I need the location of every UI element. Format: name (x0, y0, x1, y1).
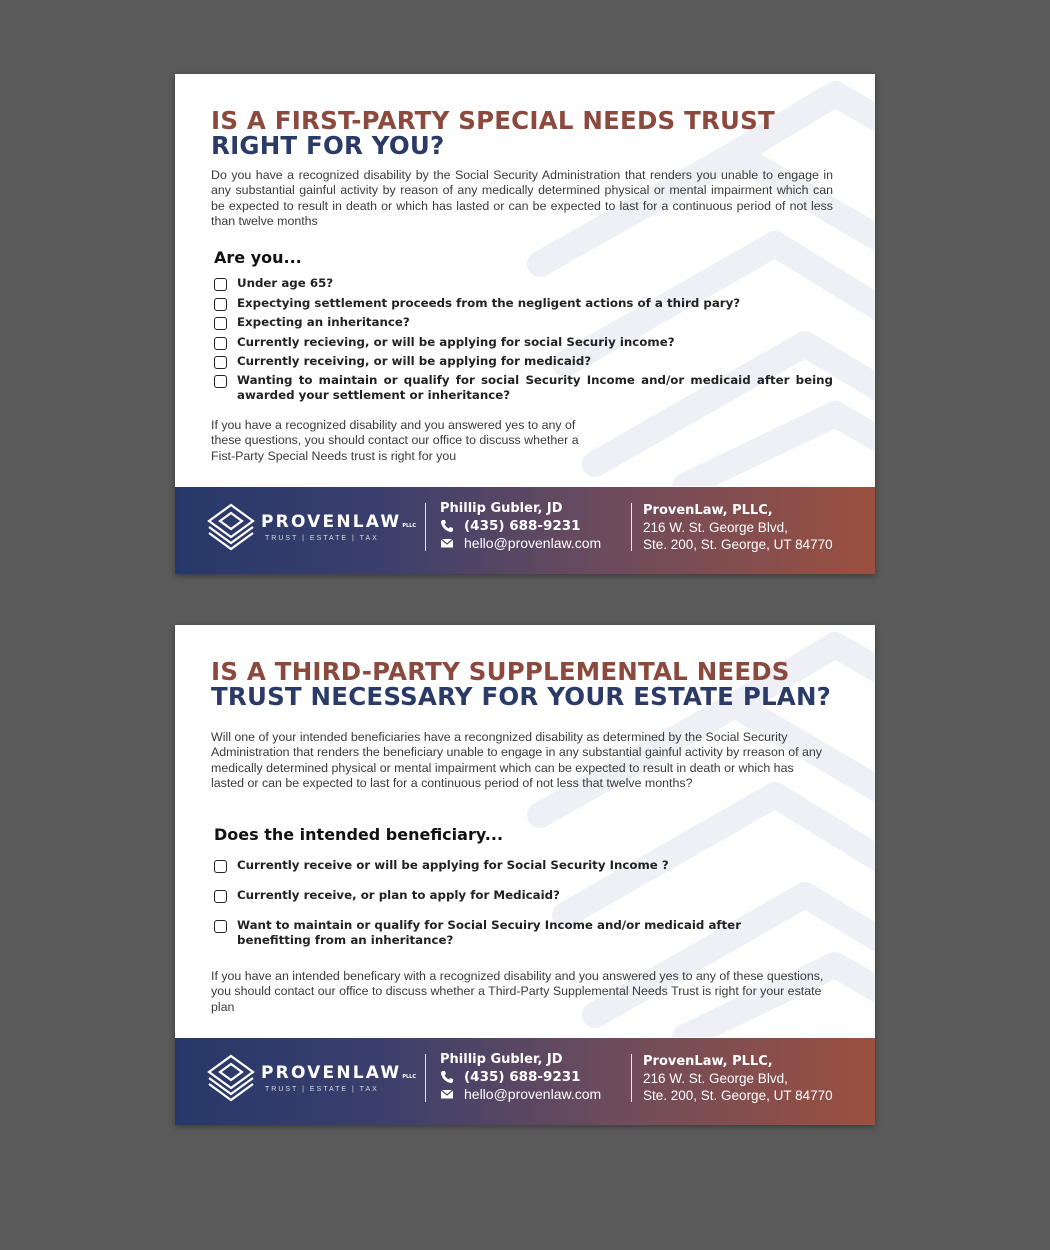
address-line: 216 W. St. George Blvd, (643, 1071, 788, 1086)
contact-block (440, 1052, 601, 1102)
address-line: 216 W. St. George Blvd, (643, 520, 788, 535)
question-text: Currently receiving, or will be applying for medicaid? (237, 354, 592, 368)
email-row (440, 1085, 601, 1102)
email-link[interactable]: hello@provenlaw.com (464, 1085, 602, 1102)
title-line-navy: TRUST NECESSARY FOR YOUR ESTATE PLAN? (211, 682, 832, 711)
footer-divider (425, 1054, 426, 1102)
question-text: Currently recieving, or will be applying for social Securiy income? (237, 335, 675, 349)
card-title (211, 659, 831, 709)
closing-paragraph: If you have an intended beneficary with a recognized disability and you answered yes to any of these questions, you should contact our office to discuss whether a Third-Party Supplemental Needs Trust is right for your estate plan (211, 969, 824, 1014)
brand-suffix: PLLC (402, 1074, 417, 1080)
question-item (214, 315, 833, 330)
footer-divider (631, 503, 632, 551)
phone-link[interactable]: (435) 688-9231 (464, 517, 581, 534)
address-line: Ste. 200, St. George, UT 84770 (643, 1088, 833, 1103)
envelope-icon (440, 1087, 454, 1101)
intro-paragraph: Do you have a recognized disability by the Social Security Administration that renders you unable to engage in any substantial gainful activity by reason of any medically determined physical or mental impairment which can be expected to result in death or which has lasted or can be expected to last for a continuous period of not less than twelve months (211, 168, 833, 228)
checkbox[interactable] (214, 920, 227, 933)
question-heading: Does the intended beneficiary... (214, 825, 504, 844)
firm-name: ProvenLaw, PLLC, (643, 1054, 773, 1069)
title-line-accent: IS A THIRD-PARTY SUPPLEMENTAL NEEDS (211, 657, 790, 686)
logo-diamond-icon (207, 1054, 255, 1102)
address-block (643, 1053, 833, 1104)
checkbox[interactable] (214, 375, 227, 388)
contact-name: Phillip Gubler, JD (440, 1052, 563, 1067)
brand-text: PROVENLAW (261, 1063, 402, 1083)
question-text: Currently receive, or plan to apply for Medicaid? (237, 888, 560, 902)
question-text: Currently receive or will be applying for Social Security Income ? (237, 858, 669, 872)
phone-row (440, 1068, 601, 1085)
title-line-accent: IS A FIRST-PARTY SPECIAL NEEDS TRUST (211, 106, 775, 135)
address-line: Ste. 200, St. George, UT 84770 (643, 537, 833, 552)
phone-row (440, 517, 601, 534)
contact-block (440, 501, 601, 551)
question-text: Expectying settlement proceeds from the negligent actions of a third pary? (237, 296, 741, 310)
card-title (211, 108, 775, 158)
provenlaw-logo (207, 1054, 417, 1102)
flyer-card-first-party (175, 74, 875, 574)
question-item (214, 858, 805, 873)
provenlaw-logo (207, 503, 417, 551)
title-line-navy: RIGHT FOR YOU? (211, 131, 445, 160)
card-footer (175, 1038, 875, 1125)
checkbox[interactable] (214, 317, 227, 330)
email-link[interactable]: hello@provenlaw.com (464, 534, 602, 551)
checkbox[interactable] (214, 337, 227, 350)
brand-name (261, 1063, 416, 1083)
checkbox[interactable] (214, 298, 227, 311)
question-heading: Are you... (214, 248, 302, 267)
question-text: Expecting an inheritance? (237, 315, 410, 329)
card-footer (175, 487, 875, 574)
checkbox[interactable] (214, 356, 227, 369)
brand-tagline: TRUST | ESTATE | TAX (265, 1086, 379, 1093)
phone-icon (440, 519, 454, 533)
phone-icon (440, 1070, 454, 1084)
question-text: Under age 65? (237, 276, 334, 290)
brand-suffix: PLLC (402, 523, 417, 529)
question-item (214, 276, 833, 291)
brand-name (261, 512, 416, 532)
flyer-card-third-party (175, 625, 875, 1125)
contact-name: Phillip Gubler, JD (440, 501, 563, 516)
question-text: Wanting to maintain or qualify for social Security Income and/or medicaid after being awarded your settlement or inheritance? (237, 373, 833, 402)
checkbox[interactable] (214, 860, 227, 873)
question-item (214, 296, 833, 311)
checkbox[interactable] (214, 278, 227, 291)
question-text: Want to maintain or qualify for Social Secuiry Income and/or medicaid after benefitting from an inheritance? (237, 918, 742, 947)
closing-line: Fist-Party Special Needs trust is right for you (211, 448, 457, 463)
envelope-icon (440, 536, 454, 550)
question-item (214, 918, 805, 948)
closing-line: If you have a recognized disability and you answered yes to any of (211, 418, 576, 432)
question-item (214, 888, 805, 903)
logo-diamond-icon (207, 503, 255, 551)
email-row (440, 534, 601, 551)
footer-divider (631, 1054, 632, 1102)
question-item (214, 373, 833, 403)
brand-tagline: TRUST | ESTATE | TAX (265, 535, 379, 542)
checkbox[interactable] (214, 890, 227, 903)
closing-line: these questions, you should contact our office to discuss whether a (211, 433, 579, 448)
intro-paragraph: Will one of your intended beneficiaries have a recongnized disability as determined by the Social Security Administration that renders the beneficiary unable to engage in any substantial gainful activity by rreason of any medically determined physical or mental impairment which can be expected to result in death or which has lasted or can be expected to last for a continuous period of not less that twelve months? (211, 730, 822, 790)
address-block (643, 502, 833, 553)
footer-divider (425, 503, 426, 551)
firm-name: ProvenLaw, PLLC, (643, 503, 773, 518)
question-item (214, 335, 833, 350)
phone-link[interactable]: (435) 688-9231 (464, 1068, 581, 1085)
brand-text: PROVENLAW (261, 512, 402, 532)
question-item (214, 354, 833, 369)
closing-paragraph (211, 418, 833, 464)
